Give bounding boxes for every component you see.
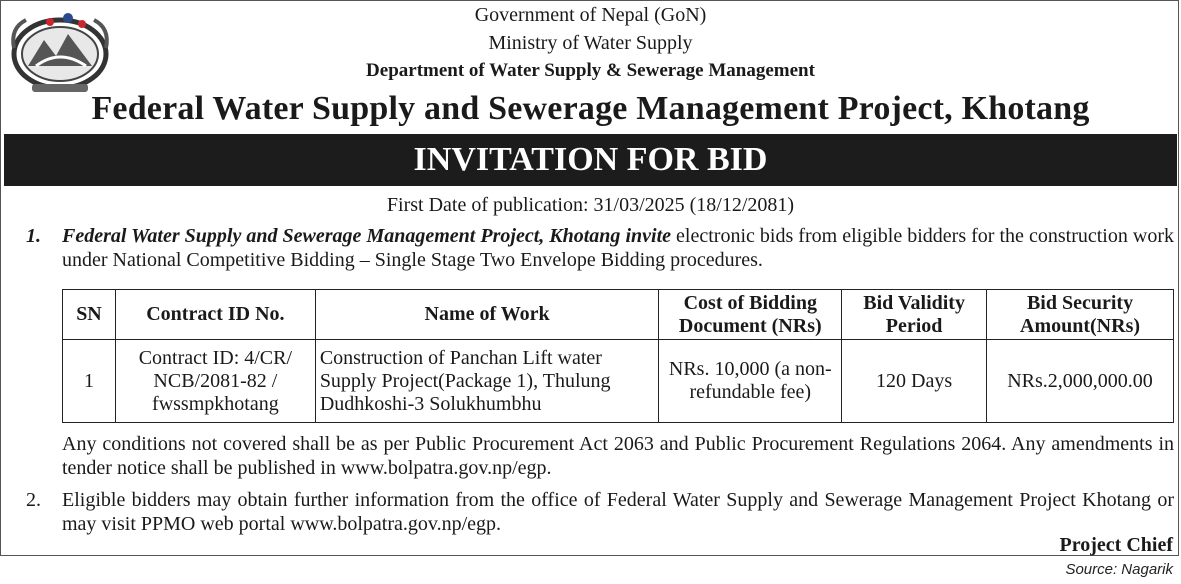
title-banner: [4, 134, 1177, 186]
clause-1-lead: Federal Water Supply and Sewerage Management Project, Khotang invite: [62, 225, 672, 247]
cell-validity: 120 Days: [842, 340, 987, 423]
signoff-title: Project Chief: [1059, 534, 1173, 556]
header-contract-id: Contract ID No.: [115, 290, 315, 340]
department-name: Department of Water Supply & Sewerage Management: [366, 60, 815, 81]
clause-1-number: 1.: [26, 225, 41, 247]
source-credit: Source: Nagarik: [1065, 561, 1173, 578]
clause-2-text: Eligible bidders may obtain further information from the office of Federal Water Supply and Sewerage Management Project Khotang or may visit PPMO web portal www.bolpatra.gov.np/egp.: [62, 489, 1174, 535]
table-row: [63, 340, 1174, 423]
cell-work: Construction of Panchan Lift water Supply Project(Package 1), Thulung Dudhkoshi-3 Solukhumbhu: [315, 340, 659, 423]
table-header-row: [63, 290, 1174, 340]
government-name: Government of Nepal (GoN): [474, 4, 707, 26]
header-sn: SN: [63, 290, 116, 340]
clause-2-number: 2.: [26, 489, 41, 511]
project-title: Federal Water Supply and Sewerage Management Project, Khotang: [91, 90, 1090, 127]
cell-sn: 1: [63, 340, 116, 423]
banner-title: INVITATION FOR BID: [413, 141, 768, 178]
header-security: Bid Security Amount(NRs): [987, 290, 1174, 340]
cell-contract-id: Contract ID: 4/CR/ NCB/2081-82 / fwssmpkhotang: [115, 340, 315, 423]
cell-security: NRs.2,000,000.00: [987, 340, 1174, 423]
cell-cost: NRs. 10,000 (a non-refundable fee): [659, 340, 842, 423]
conditions-text: Any conditions not covered shall be as per Public Procurement Act 2063 and Public Procurement Regulations 2064. Any amendments in tender notice shall be published in www.bolpatra.gov.np/egp.: [62, 433, 1174, 479]
header-cost: Cost of Bidding Document (NRs): [659, 290, 842, 340]
ministry-name: Ministry of Water Supply: [488, 32, 693, 54]
publication-date: First Date of publication: 31/03/2025 (18/12/2081): [386, 194, 795, 216]
bid-table: [62, 289, 1174, 423]
header-validity: Bid Validity Period: [842, 290, 987, 340]
clause-1-text: [62, 224, 1174, 272]
clause-1-body: electronic bids from eligible bidders for the construction work under National Competitive Bidding – Single Stage Two Envelope Bidding procedures.: [62, 225, 1174, 271]
header-work: Name of Work: [315, 290, 659, 340]
